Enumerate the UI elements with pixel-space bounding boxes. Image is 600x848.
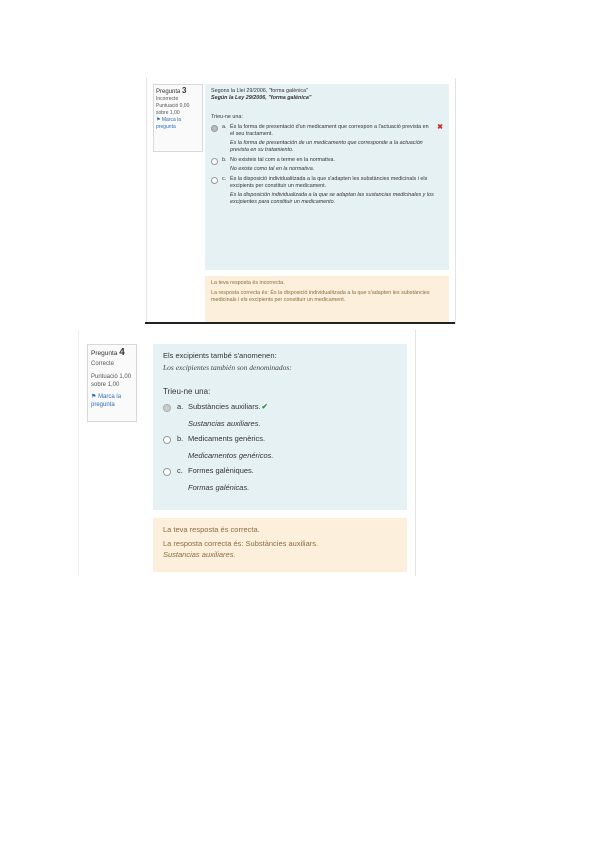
option-letter: a. — [177, 402, 184, 411]
question-4-panel — [78, 330, 416, 576]
question-number — [91, 349, 133, 358]
question-state: Correcte — [91, 361, 115, 367]
question-number — [156, 87, 200, 96]
option-text-es: Es la disposición individualizada a la que se adaptan las sustancias medicinales y los excipientes para constituir un medicamento. — [230, 192, 434, 205]
question-3-panel — [146, 78, 456, 324]
answer-option-c[interactable] — [211, 176, 443, 206]
flag-question-link[interactable] — [91, 393, 133, 409]
feedback-status: La teva resposta és correcta. — [163, 525, 260, 534]
option-text: És la disposició individualitzada a la que s'adapten les substàncies medicinals i els excipients per constituir un medicament. — [230, 176, 428, 189]
option-letter: c. — [222, 176, 227, 182]
answer-prompt: Trieu-ne una: — [163, 387, 211, 396]
flag-icon: ⚑ — [156, 117, 161, 123]
radio-button[interactable] — [211, 125, 218, 132]
divider — [145, 322, 455, 324]
option-text-es: Es la forma de presentación de un medicamento que corresponde a la actuación prevista en su tratamiento. — [230, 140, 423, 153]
radio-button[interactable] — [163, 436, 171, 444]
option-text-es: Sustancias auxiliares. — [188, 419, 261, 428]
question-number-value: 4 — [119, 347, 125, 358]
option-text-es: Medicamentos genéricos. — [188, 451, 274, 460]
question-text-es: Los excipientes también son denominados: — [163, 363, 292, 372]
radio-button[interactable] — [211, 177, 218, 184]
feedback-right-answer: La resposta correcta és: Substàncies auxiliars. — [163, 539, 319, 548]
answer-prompt: Trieu-ne una: — [211, 114, 243, 120]
answer-option-a[interactable] — [211, 124, 443, 154]
option-text: No existeix tal com a terme en la normativa. — [230, 157, 335, 163]
question-mark: Puntuació 1,00 sobre 1,00 — [91, 374, 132, 388]
feedback-box — [153, 518, 407, 572]
feedback-right-answer-es: Sustancias auxiliares. — [163, 550, 236, 559]
question-info-box — [87, 344, 137, 422]
option-letter: a. — [222, 124, 227, 130]
option-text: És la forma de presentació d'un medicament que correspon a l'actuació prevista en el seu tractament. — [230, 124, 429, 137]
question-content — [153, 344, 407, 510]
flag-icon: ⚑ — [91, 394, 97, 400]
answer-option-c[interactable] — [163, 466, 397, 493]
question-number-value: 3 — [182, 86, 187, 95]
answer-option-b[interactable] — [163, 434, 397, 461]
feedback-box — [205, 276, 449, 324]
option-text-es: No existe como tal en la normativa. — [230, 166, 315, 172]
option-letter: b. — [177, 434, 184, 443]
answer-option-b[interactable] — [211, 157, 443, 173]
correct-check-icon: ✔ — [261, 402, 268, 411]
question-mark: Puntuació 0,00 sobre 1,00 — [156, 103, 190, 116]
feedback-right-answer: La resposta correcta és: És la disposició individualitzada a la que s'adapten les substàncies medicinals i els excipients per constituir un medicament. — [211, 290, 430, 303]
radio-button[interactable] — [211, 158, 218, 165]
question-info-box — [153, 84, 203, 152]
question-text: Els excipients també s'anomenen: — [163, 351, 277, 360]
option-text: Formes galèniques. — [188, 466, 254, 475]
radio-button[interactable] — [163, 468, 171, 476]
incorrect-icon: ✖ — [437, 124, 443, 131]
flag-label: Marca la pregunta — [156, 117, 182, 130]
option-letter: b. — [222, 157, 227, 163]
option-text: Medicaments genèrics. — [188, 434, 266, 443]
question-state: Incorrecte — [156, 96, 179, 102]
answer-option-a[interactable] — [163, 402, 397, 429]
question-text: Segons la Llei 29/2006, "forma galènica" — [211, 88, 309, 94]
flag-question-link[interactable] — [156, 117, 200, 131]
radio-button[interactable] — [163, 404, 171, 412]
feedback-status: La teva resposta és incorrecta. — [211, 280, 285, 286]
option-letter: c. — [177, 466, 183, 475]
option-text: Substàncies auxiliars. — [188, 402, 261, 411]
question-content — [205, 84, 449, 270]
question-label: Pregunta — [156, 89, 181, 95]
flag-label: Marca la pregunta — [91, 394, 122, 408]
option-text-es: Formas galénicas. — [188, 483, 250, 492]
question-text-es: Según la Ley 29/2006, "forma galénica" — [211, 95, 312, 101]
question-label: Pregunta — [91, 350, 118, 357]
